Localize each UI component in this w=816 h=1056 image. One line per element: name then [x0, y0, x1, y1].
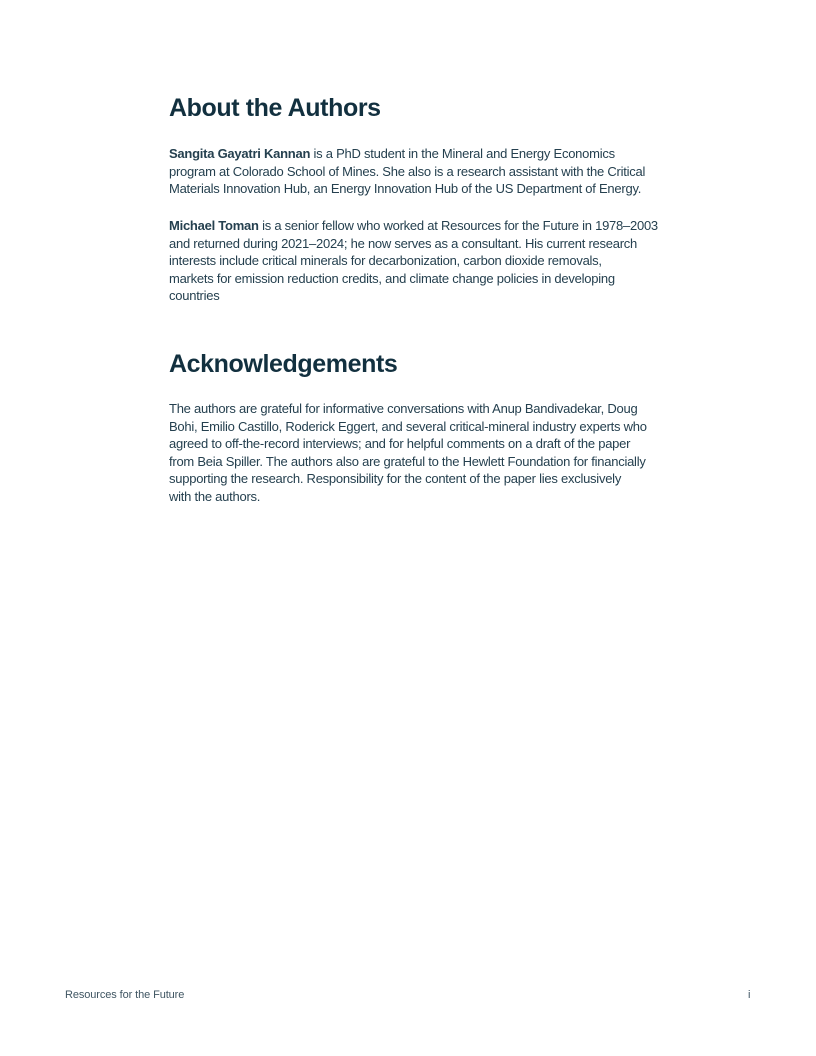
footer-organization: Resources for the Future	[65, 989, 185, 1001]
acknowledgements-text: The authors are grateful for informative conversations with Anup Bandivadekar, Doug Bohi, Emilio Castillo, Roderick Eggert, and several critical-mineral industry experts who agreed to off-the-record interviews; and for helpful comments on a draft of the paper from Beia Spiller. The authors also are grateful to the Hewlett Foundation for financially supporting the research. Responsibility for the content of the paper lies exclusively with the authors.	[169, 401, 647, 504]
acknowledgements-paragraph	[169, 400, 647, 506]
author-bio-toman	[169, 217, 658, 305]
section-heading-acknowledgements: Acknowledgements	[169, 350, 398, 378]
author-bio-toman-text: is a senior fellow who worked at Resources for the Future in 1978–2003 and returned during 2021–2024; he now serves as a consultant. His current research interests include critical minerals for decarbonization, carbon dioxide removals, markets for emission reduction credits, and climate change policies in developing countries	[169, 218, 658, 304]
author-bio-kannan-text: is a PhD student in the Mineral and Energy Economics program at Colorado School of Mines. She also is a research assistant with the Critical Materials Innovation Hub, an Energy Innovation Hub of the US Department of Energy.	[169, 146, 646, 197]
author-bio-kannan	[169, 145, 645, 198]
footer-page-number: i	[748, 989, 751, 1001]
section-heading-about-authors: About the Authors	[169, 94, 381, 122]
author-name-toman: Michael Toman	[169, 218, 259, 233]
author-name-kannan: Sangita Gayatri Kannan	[169, 146, 311, 161]
